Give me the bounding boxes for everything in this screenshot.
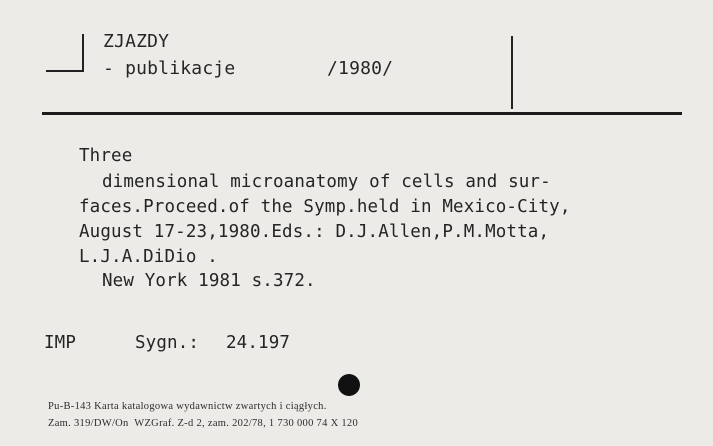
body-line-6: New York 1981 s.372. xyxy=(102,271,316,291)
card-heading: ZJAZDY xyxy=(103,31,170,52)
body-line-4: August 17-23,1980.Eds.: D.J.Allen,P.M.Motta, xyxy=(79,222,550,242)
card-subheading: - publikacje xyxy=(103,58,236,79)
body-line-3: faces.Proceed.of the Symp.held in Mexico-City, xyxy=(79,197,571,217)
header-corner-vertical-line xyxy=(82,34,84,72)
punch-hole xyxy=(338,374,360,396)
body-line-1: Three xyxy=(79,146,133,166)
body-line-5: L.J.A.DiDio . xyxy=(79,247,218,267)
card-year: /1980/ xyxy=(327,58,394,79)
footer-line-1: Pu-B-143 Karta katalogowa wydawnictw zwartych i ciągłych. xyxy=(48,401,327,412)
call-number-label: Sygn.: xyxy=(135,333,200,353)
body-line-2: dimensional microanatomy of cells and sur- xyxy=(102,172,551,192)
footer-line-2: Zam. 319/DW/On WZGraf. Z-d 2, zam. 202/78, 1 730 000 74 X 120 xyxy=(48,418,359,429)
header-right-divider xyxy=(511,36,513,109)
call-number-value: 24.197 xyxy=(226,333,291,353)
location-code: IMP xyxy=(44,333,77,353)
header-rule xyxy=(42,112,682,115)
header-corner-horizontal-line xyxy=(46,70,83,72)
